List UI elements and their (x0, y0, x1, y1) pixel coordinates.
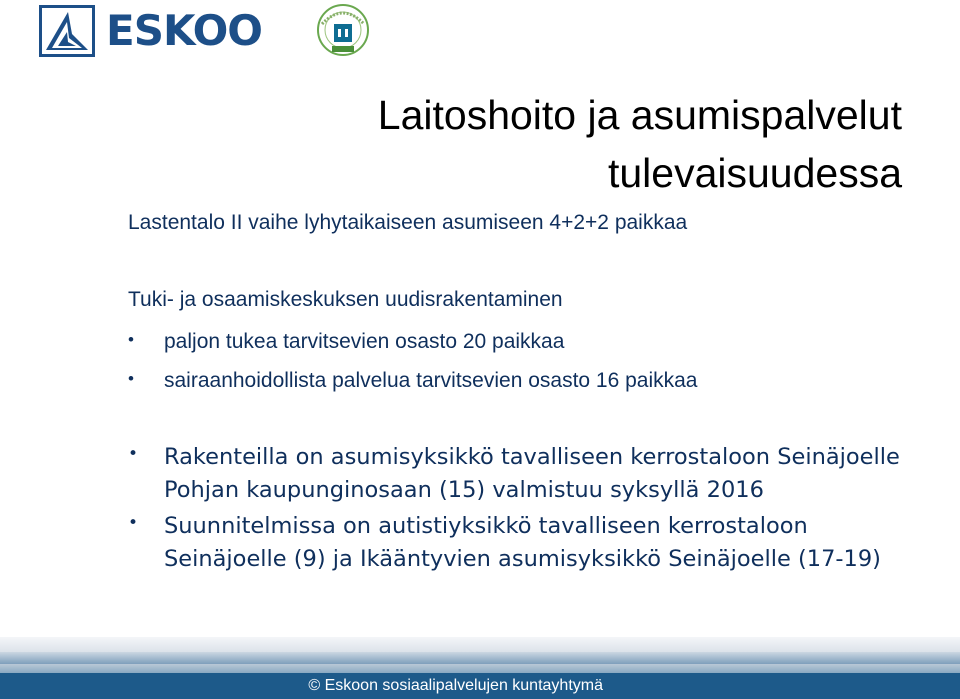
list-item-text-line-2: Seinäjoelle (9) ja Ikääntyvien asumisyksikkö Seinäjoelle (17-19) (164, 546, 881, 572)
list-item-text: paljon tukea tarvitsevien osasto 20 paikkaa (164, 330, 565, 353)
bullet-icon: • (128, 369, 134, 388)
list-item-text-line-1: Rakenteilla on asumisyksikkö tavalliseen kerrostaloon Seinäjoelle (164, 444, 900, 470)
bullet-icon: • (128, 513, 139, 533)
title-line-2: tulevaisuudessa (607, 150, 902, 196)
bullet-icon: • (128, 444, 139, 464)
footer-copyright: © Eskoon sosiaalipalvelujen kuntayhtymä (308, 677, 603, 694)
list-item-text-line-2: Pohjan kaupunginosaan (15) valmistuu syksyllä 2016 (164, 477, 764, 503)
eskoo-logo-mark-icon (38, 4, 96, 58)
section-heading: Tuki- ja osaamiskeskuksen uudisrakentaminen (128, 288, 563, 311)
footer-stripe (0, 652, 960, 664)
bullet-icon: • (128, 330, 134, 349)
certification-badge-icon (312, 2, 374, 58)
title-line-1: Laitoshoito ja asumispalvelut (377, 92, 902, 138)
list-item-text-line-1: Suunnitelmissa on autistiyksikkö tavalliseen kerrostaloon (164, 513, 808, 539)
logo-text: ESKOO (106, 6, 263, 55)
intro-text: Lastentalo II vaihe lyhytaikaiseen asumiseen 4+2+2 paikkaa (128, 211, 688, 234)
slide-title (378, 86, 902, 202)
list-item-text: sairaanhoidollista palvelua tarvitsevien osasto 16 paikkaa (164, 369, 698, 392)
eskoo-logo (38, 4, 262, 58)
